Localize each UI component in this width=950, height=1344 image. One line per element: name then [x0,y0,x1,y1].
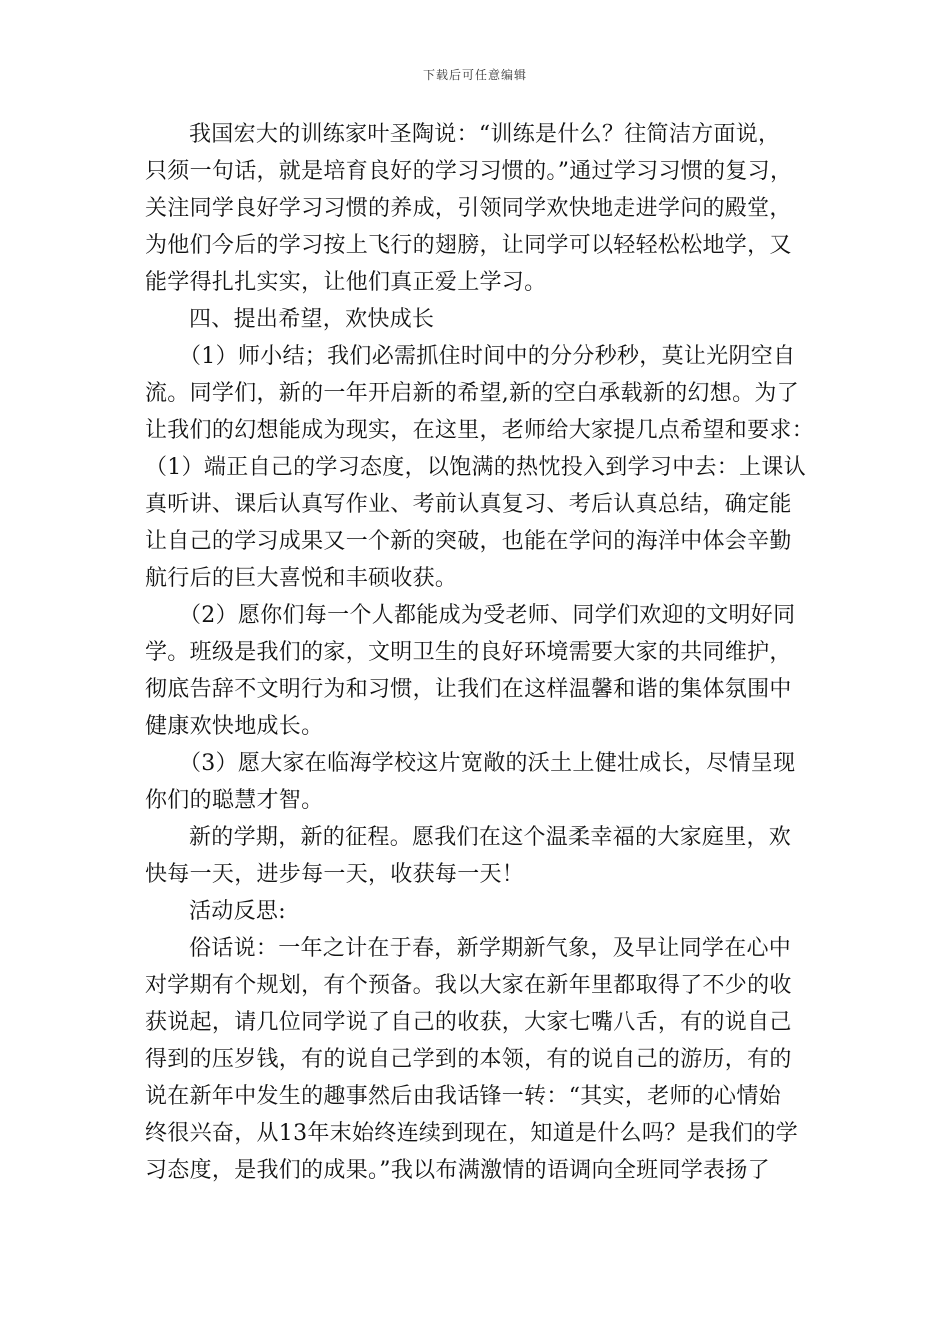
text-line: 能学得扎扎实实，让他们真正爱上学习。 [145,270,547,295]
text-line: 流。同学们，新的一年开启新的希望,新的空白承载新的幻想。为了 [145,381,799,406]
text-line: 让我们的幻想能成为现实，在这里，老师给大家提几点希望和要求： [145,418,815,443]
text-line: 健康欢快地成长。 [145,714,324,739]
text-line: 只须一句话，就是培育良好的学习习惯的。”通过学习习惯的复习， [145,159,793,184]
text-line: 我国宏大的训练家叶圣陶说：“训练是什么？往简洁方面说， [189,122,781,147]
text-line: 得到的压岁钱，有的说自己学到的本领，有的说自己的游历，有的 [145,1047,792,1072]
text-line: 说在新年中发生的趣事然后由我话锋一转：“其实，老师的心情始 [145,1084,781,1109]
text-line: 真听讲、课后认真写作业、考前认真复习、考后认真总结，确定能 [145,492,792,517]
text-line: （1）师小结；我们必需抓住时间中的分分秒秒，莫让光阴空自 [179,344,796,369]
text-line: 为他们今后的学习按上飞行的翅膀，让同学可以轻轻松松地学，又 [145,233,792,258]
document-body [145,116,813,1189]
text-line: 习态度，是我们的成果。”我以布满激情的语调向全班同学表扬了 [145,1158,770,1183]
text-line: 获说起，请几位同学说了自己的收获，大家七嘴八舌，有的说自己 [145,1010,792,1035]
text-line: （1）端正自己的学习态度，以饱满的热忱投入到学习中去：上课认 [145,455,806,480]
text-line: 关注同学良好学习习惯的养成，引领同学欢快地走进学问的殿堂， [145,196,792,221]
text-line: 俗话说：一年之计在于春，新学期新气象，及早让同学在心中 [189,936,792,961]
text-line: 快每一天，进步每一天，收获每一天！ [145,862,525,887]
section-heading: 活动反思: [189,899,286,924]
text-line: 彻底告辞不文明行为和习惯，让我们在这样温馨和谐的集体氛围中 [145,677,792,702]
text-line: 新的学期，新的征程。愿我们在这个温柔幸福的大家庭里，欢 [189,825,792,850]
text-line: 对学期有个规划，有个预备。我以大家在新年里都取得了不少的收 [145,973,792,998]
text-line: （3）愿大家在临海学校这片宽敞的沃土上健壮成长，尽情呈现 [179,751,796,776]
text-line: 让自己的学习成果又一个新的突破，也能在学问的海洋中体会辛勤 [145,529,792,554]
section-heading: 四、提出希望，欢快成长 [189,307,435,332]
text-line: （2）愿你们每一个人都能成为受老师、同学们欢迎的文明好同 [179,603,796,628]
text-line: 终很兴奋，从13年末始终连续到现在，知道是什么吗？是我们的学 [145,1121,798,1146]
text-line: 学。班级是我们的家，文明卫生的良好环境需要大家的共同维护， [145,640,792,665]
header-note: 下载后可任意编辑 [422,68,527,82]
text-line: 你们的聪慧才智。 [145,788,324,813]
text-line: 航行后的巨大喜悦和丰硕收获。 [145,566,458,591]
